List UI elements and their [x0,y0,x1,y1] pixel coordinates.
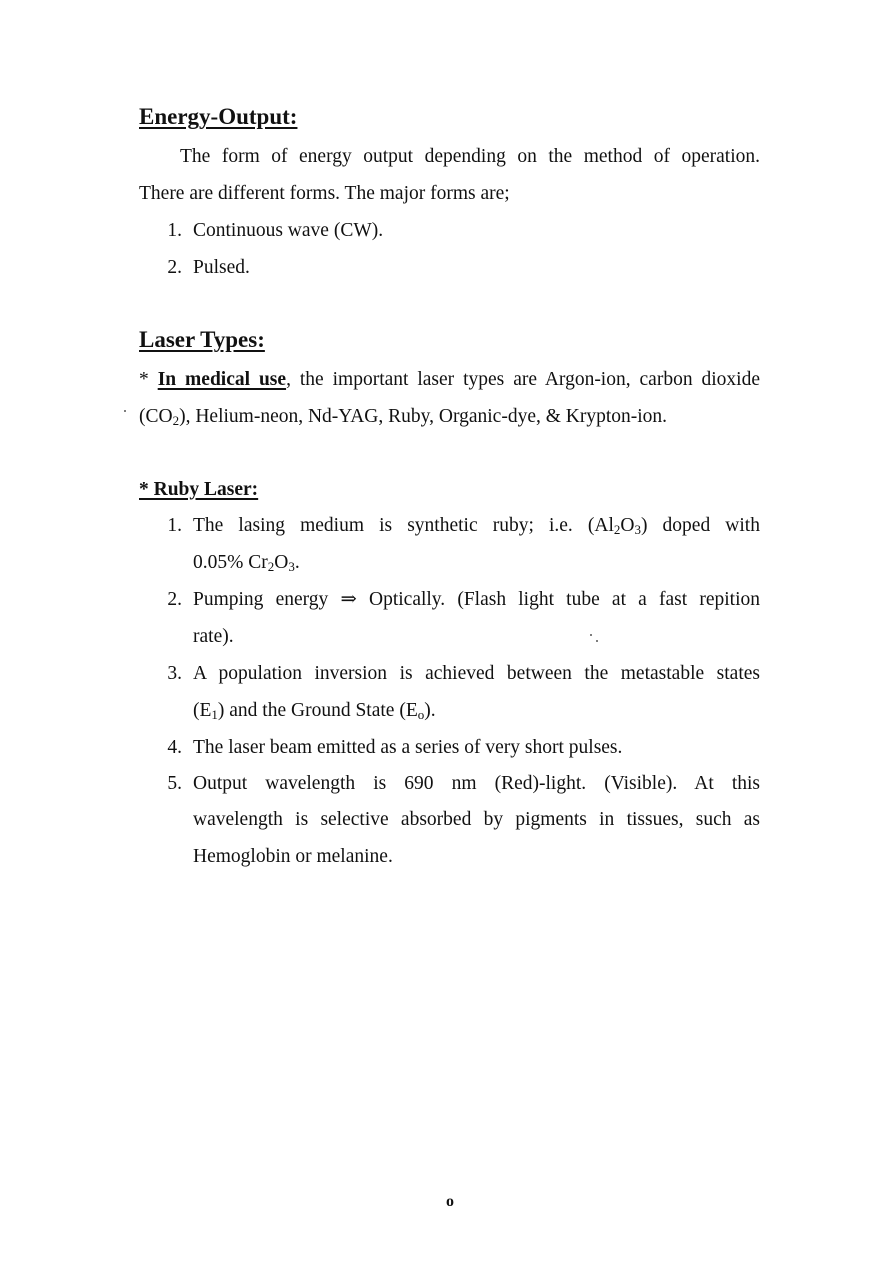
ruby-item-number: 1. [167,515,182,536]
energy-item-number: 2. [167,257,182,278]
ruby-laser-heading: * Ruby Laser: [139,479,259,500]
energy-output-para-line2: There are different forms. The major forms are; [139,183,510,204]
energy-item-number: 1. [167,220,182,241]
ruby-item-number: 3. [167,663,182,684]
page-number: o [446,1193,454,1210]
ruby-item2-line2: rate). [193,626,234,647]
ruby-item4-line1: The laser beam emitted as a series of very short pulses. [193,737,623,758]
ruby-item5-line1: Output wavelength is 690 nm (Red)-light. (Visible). At this [193,773,760,794]
ruby-item5-line2: wavelength is selective absorbed by pigments in tissues, such as [193,809,760,830]
laser-types-line2: $(CO_2)$, Helium-neon, Nd-YAG, Ruby, Organic-dye, & Krypton-ion. [139,406,668,428]
ruby-item1-line2: 0.05% $Cr_2O_3$. [193,552,300,574]
laser-types-heading: Laser Types: [139,327,265,352]
laser-types-line1 [139,368,760,392]
energy-output-para-line1: The form of energy output depending on the method of operation. [180,146,760,167]
ruby-item-number: 2. [167,589,182,610]
ruby-item3-line1: A population inversion is achieved between the metastable states [193,663,760,684]
laser-types-line1-rest: , the important laser types are Argon-ion, carbon dioxide [286,369,761,390]
in-medical-use-label: In medical use [157,369,287,390]
scan-speck [590,634,592,636]
scan-speck [596,640,598,642]
energy-item-text: Pulsed. [193,257,250,278]
ruby-item3-line2: $(E_1)$ and the Ground State $(E_o)$. [193,700,436,722]
energy-item-text: Continuous wave (CW). [193,220,384,241]
ruby-item5-line3: Hemoglobin or melanine. [193,846,393,867]
energy-output-heading: Energy-Output: [139,104,298,129]
ruby-item-number: 4. [167,737,182,758]
ruby-item1-line1: The lasing medium is synthetic ruby; i.e. $(Al_2O_3)$ doped with [193,515,760,537]
scan-speck [124,410,126,412]
ruby-item2-line1: Pumping energy ⇒ Optically. (Flash light tube at a fast repition [193,589,760,610]
ruby-item-number: 5. [167,773,182,794]
star-marker: * [139,369,158,390]
